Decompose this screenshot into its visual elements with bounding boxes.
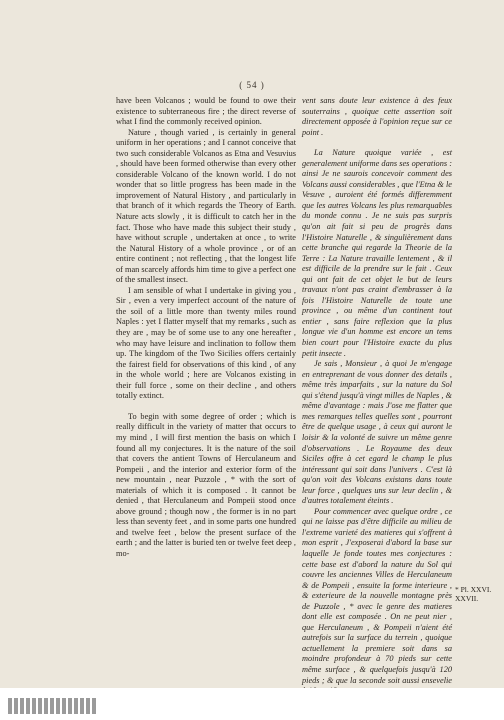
french-paragraph-4: Pour commencer avec quelque ordre , ce qui ne laisse pas d'être difficile au milieu de l'extreme varieté des matieres qui s'offrent à mon esprit , J'exposerai d'abord la base sur laquelle Je fonde toutes mes conjectures : cette base est d'abord la nature du Sol qui couvre les anciennes Villes de Herculaneum & de Pompeii , ensuite la forme interieure , & exterieure de la nouvelle montagne près de Puzzole , * avec le genre des matieres dont elle est composée . On ne peut nier , que Herculaneum , & Pompeii n'aient été autrefois sur la surface du terrein , quoique actuellement la premiere soit dans sa moindre profondeur à 70 pieds sur cette même surface , & quelquefois jusqu'à 120 pieds ; & que la seconde soit aussi ensevelie [302, 506, 452, 685]
paragraph-gap [116, 402, 296, 412]
library-logo-icon [8, 696, 138, 716]
french-paragraph-2: La Nature quoique variée , est generalement uniforme dans ses operations : ainsi Je ne saurois concevoir comment des Volcans aussi considerables , que l'Etna & le Vesuve , auroient été formés differemment que les autres Volcans les plus remarquables du monde connu . Je ne suis pas surpris qu'on ait fait si peu de progrès dans l'Histoire Naturelle , & singulièrement dans cette branche qui regarde la Theorie de la Terre : La Nature travaille lentement , & il est difficile de la prendre sur le fait . Ceux qui ont fait de cet objet le but de leurs travaux n'ont pas craint d'embrasser à la fois l'Histoire Naturelle de toute une province , ou même d'un continent tout entier , sans faire reflexion que la plus longue vie d'un homme est encore un tems bien court pour l'Histoire exacte du plus petit insecte . [302, 148, 452, 358]
margin-note: * Pl. XXVI. XXVII. [455, 585, 492, 603]
english-paragraph-2: Nature , though varied , is certainly in general uniform in her operations ; and I cannot conceive that two such considerable Volcanos as Etna and Vesuvius , should have been formed otherwise than every other considerable Volcano of the known world. I do not wonder that so little progress has been made in the improvement of Natural History , and particularly in that branch of it which regards the Theory of Earth. Nature acts slowly , it is difficult to catch her in the fact. Those who have made this subject their study , have without scruple , undertaken at once , to write the Natural History of a whole province , or of an entire continent ; not reflecting , that the longest life of man scarcely affords him time to give a perfect one of the smallest insect. [116, 127, 296, 285]
english-paragraph-1: have been Volcanos ; would be found to owe their existence to subterraneous fire ; the direct reverse of what I find the commonly received opinion. [116, 96, 296, 127]
page-number: ( 54 ) [239, 80, 265, 90]
english-paragraph-3: I am sensible of what I undertake in giving you , Sir , even a very imperfect account of the nature of the soil of a little more than twenty miles round Naples : yet I flatter myself that my remarks , such as they are , may be of some use to any one hereafter , who may have leisure and inclination to follow them up. The kingdom of the Two Sicilies offers certainly the fairest field for observations of this kind , of any in the whole world ; here are Volcanos existing in their full force , some on their decline , and others totally extinct. [116, 285, 296, 401]
french-paragraph-1: vent sans doute leur existence à des feux souterrains , quoique cette assertion soit directement opposée à l'opinion reçue sur ce point . [302, 96, 452, 137]
french-paragraph-3: Je sais , Monsieur , à quoi Je m'engage en entreprenant de vous donner des details , même très imparfaits , sur la nature du Sol qui s'étend jusqu'à vingt milles de Naples , & même d'avantage : mais J'ose me flatter que mes remarques telles quelles sont , pourront être de quelque usage , à ceux qui auront le loisir & la volonté de suivre un même genre d'observations . Le Royaume des deux Siciles offre à cet egard le champ le plus intéressant qui soit dans l'univers . C'est là qu'on voit des Volcans existans dans toute leur force , quelques uns sur leur declin , & d'autres totalement éteints . [302, 359, 452, 506]
french-column [302, 96, 452, 697]
english-paragraph-4: To begin with some degree of order ; which is really difficult in the variety of matter that occurs to my mind , I will first mention the basis on which I found all my conjectures. It is the nature of the soil that covers the antient Towns of Herculaneum and Pompeii , and the interior and exterior form of the new mountain , near Puzzole , * with the sort of materials of which it is composed . It cannot be denied , that Herculaneum and Pompeii stood once above ground ; though now , the former is in no part less than seventy feet , and in some parts one hundred and twelve feet , below the present surface of the earth ; and the latter is buried ten or twelve feet deep , mo- [116, 411, 296, 558]
english-column [116, 96, 296, 560]
paragraph-gap [302, 138, 452, 148]
archive-footer [0, 688, 504, 720]
